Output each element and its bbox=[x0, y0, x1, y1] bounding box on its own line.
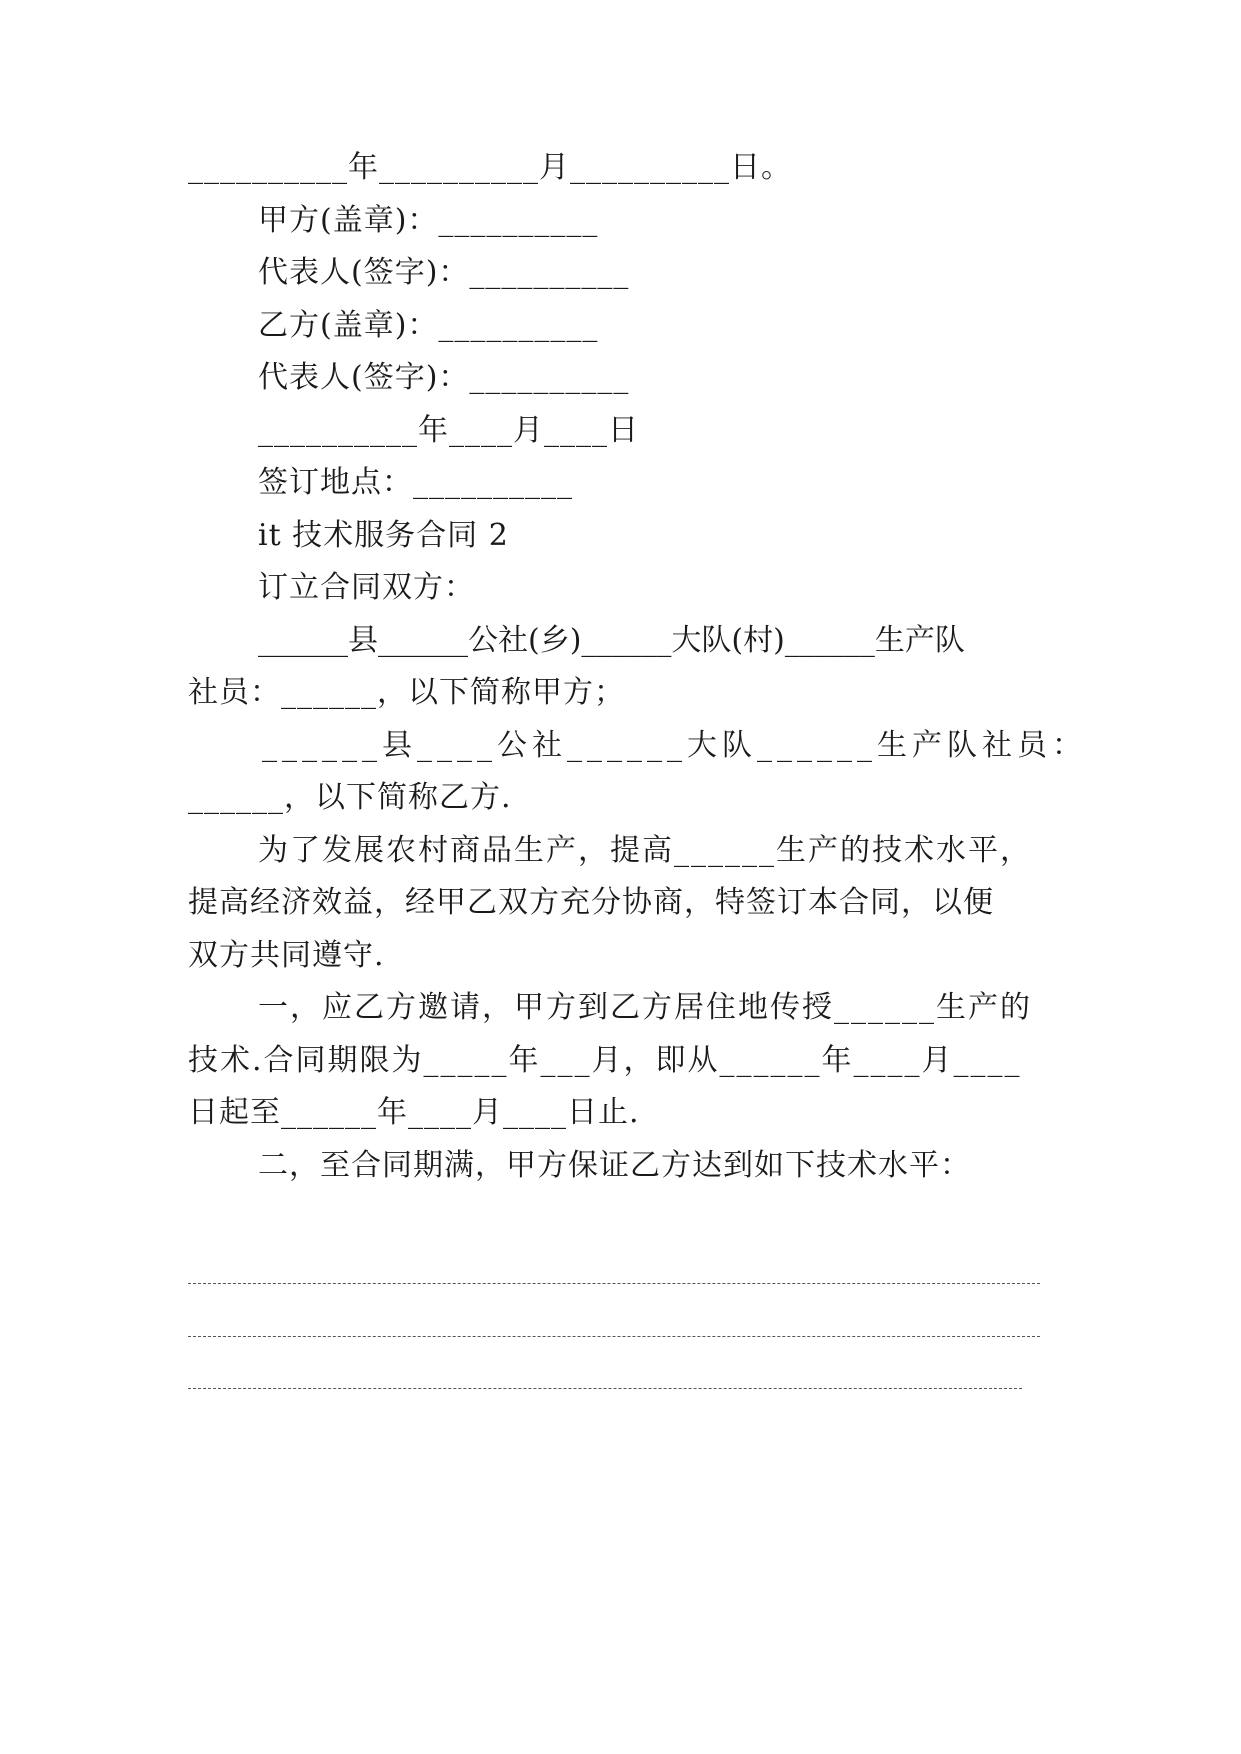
purpose-paragraph-line-3: 双方共同遵守. bbox=[188, 938, 385, 973]
clause-1-text-1: 一，应乙方邀请，甲方到乙方居住地传授______生产的 bbox=[258, 990, 1032, 1025]
purpose-text-2: 提高经济效益，经甲乙双方充分协商，特签订本合同，以便 bbox=[188, 885, 994, 920]
party-a-address-line bbox=[258, 621, 1056, 661]
purpose-text-1: 为了发展农村商品生产，提高______生产的技术水平， bbox=[258, 833, 1032, 868]
parties-heading: 订立合同双方： bbox=[258, 570, 475, 605]
party-a-seal-line: 甲方(盖章)：__________ bbox=[258, 203, 599, 238]
clause-1-line-1 bbox=[258, 988, 1056, 1028]
party-a-member-line: 社员：______，以下简称甲方； bbox=[188, 675, 625, 710]
party-b-address-text: ______县____公社______大队______生产队社员： bbox=[262, 728, 1087, 763]
blank-fill-line-3 bbox=[188, 1388, 1022, 1389]
party-b-seal-line: 乙方(盖章)：__________ bbox=[258, 308, 599, 343]
party-a-representative-line: 代表人(签字)：__________ bbox=[258, 255, 630, 290]
clause-1-text-2: 技术.合同期限为_____年___月，即从______年____月____ bbox=[188, 1043, 1022, 1078]
signing-date-line: __________年____月____日 bbox=[258, 413, 639, 448]
party-a-address-text: ______县______公社(乡)______大队(村)______生产队 bbox=[258, 623, 965, 658]
party-b-representative-line: 代表人(签字)：__________ bbox=[258, 360, 630, 395]
party-b-member-line: ______，以下简称乙方. bbox=[188, 780, 512, 815]
purpose-paragraph-line-2 bbox=[188, 883, 1056, 923]
clause-2-line: 二，至合同期满，甲方保证乙方达到如下技术水平： bbox=[258, 1148, 971, 1183]
party-b-address-line bbox=[262, 726, 1087, 766]
signing-place-line: 签订地点：__________ bbox=[258, 465, 573, 500]
blank-fill-line-2 bbox=[188, 1336, 1040, 1337]
contract-heading: it 技术服务合同 2 bbox=[258, 518, 509, 553]
purpose-paragraph-line-1 bbox=[258, 831, 1056, 871]
clause-1-line-2 bbox=[188, 1041, 1056, 1081]
date-line: __________年__________月__________日。 bbox=[188, 150, 792, 185]
blank-fill-line-1 bbox=[188, 1283, 1040, 1284]
clause-1-line-3: 日起至______年____月____日止. bbox=[188, 1095, 640, 1130]
